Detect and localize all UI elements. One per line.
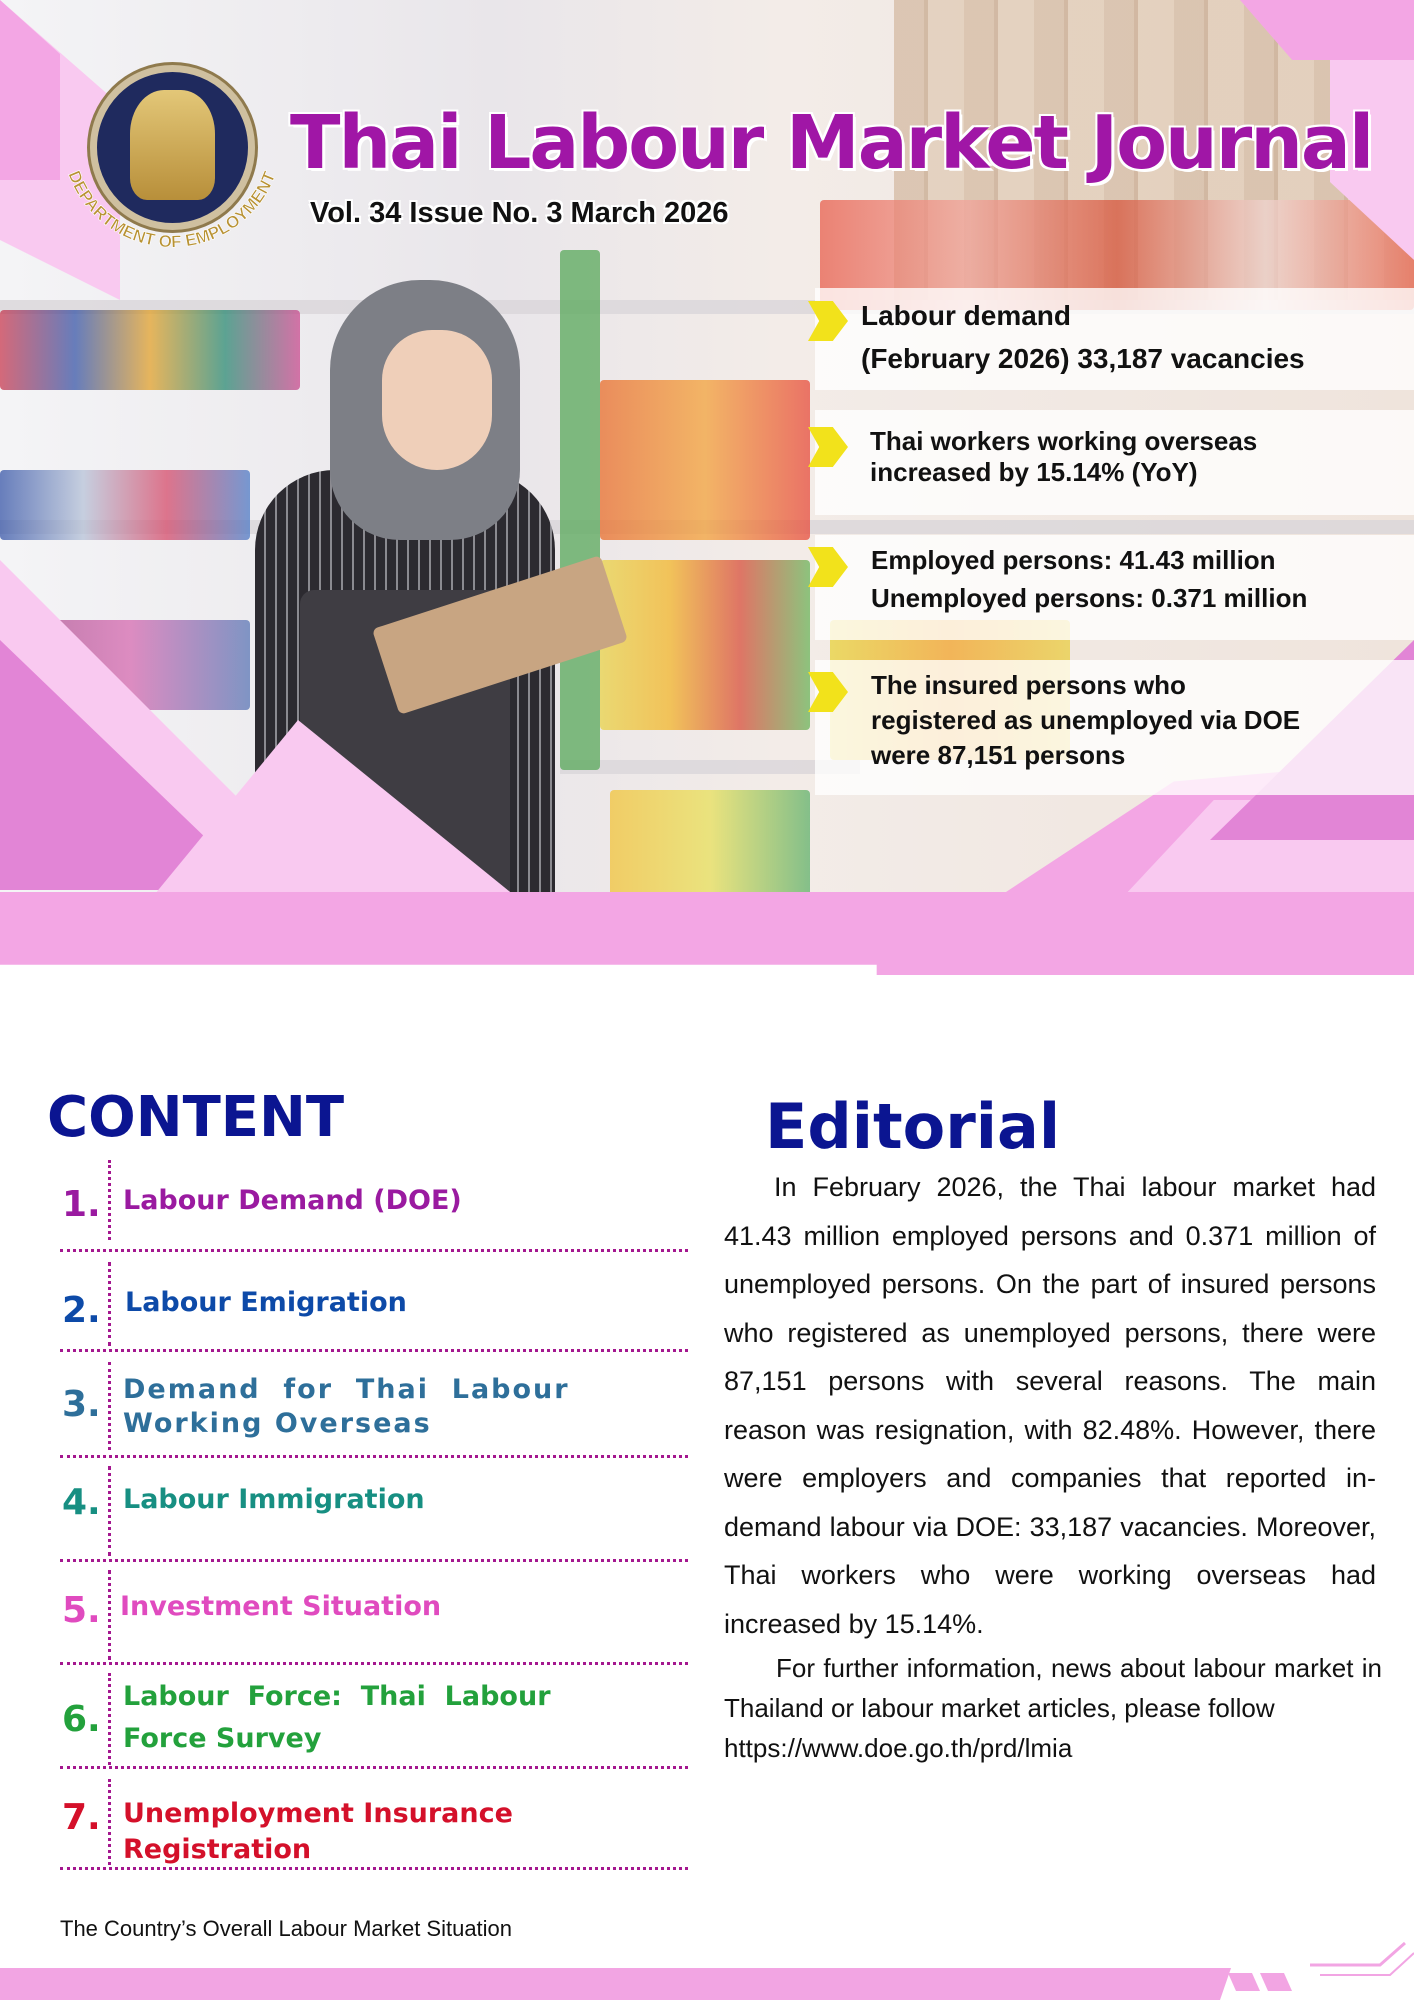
toc-divider — [60, 1349, 688, 1352]
highlight-line: increased by 15.14% (YoY) — [870, 457, 1198, 487]
highlight-line: Unemployed persons: 0.371 million — [871, 583, 1308, 613]
lmia-link[interactable]: https://www.doe.go.th/prd/lmia — [724, 1733, 1073, 1763]
toc-divider — [60, 1559, 688, 1562]
content-title: CONTENT — [47, 1085, 345, 1150]
cover-hero — [0, 0, 1414, 975]
toc-divider — [60, 1662, 688, 1665]
toc-divider — [60, 1867, 688, 1870]
logo-text: DEPARTMENT OF EMPLOYMENT — [64, 168, 280, 252]
toc-label: Working Overseas — [123, 1408, 432, 1439]
svg-text:DEPARTMENT OF EMPLOYMENT — [64, 168, 279, 251]
editorial-further-info — [724, 1648, 1382, 1768]
journal-title: Thai Labour Market Journal — [290, 100, 1373, 186]
toc-divider — [60, 1766, 688, 1769]
toc-label: Labour Emigration — [125, 1287, 407, 1318]
editorial-body — [724, 1163, 1376, 1648]
toc-label: Investment Situation — [120, 1591, 442, 1622]
highlight-line: Employed persons: 41.43 million — [871, 545, 1276, 575]
highlight-line: The insured persons who — [871, 670, 1186, 700]
toc-label: Demand for Thai Labour — [123, 1374, 570, 1405]
toc-number: 7. — [62, 1797, 101, 1838]
footer-caption: The Country’s Overall Labour Market Situation — [60, 1916, 513, 1941]
toc-label: Labour Demand (DOE) — [123, 1185, 462, 1216]
toc-item-demand-overseas[interactable] — [60, 1362, 688, 1458]
toc-item-labour-force[interactable] — [60, 1673, 688, 1773]
bottom-line-deco — [1220, 1935, 1414, 2000]
highlight-line: were 87,151 persons — [871, 740, 1126, 770]
toc-number: 3. — [62, 1384, 101, 1425]
highlight-line: (February 2026) 33,187 vacancies — [861, 343, 1305, 374]
highlight-insured-unemployed — [815, 660, 1414, 795]
toc-divider — [60, 1249, 688, 1252]
toc-number: 4. — [62, 1482, 101, 1523]
toc-number: 1. — [62, 1184, 101, 1225]
toc-label: Force Survey — [123, 1723, 322, 1754]
highlight-line: registered as unemployed via DOE — [871, 705, 1301, 735]
highlight-employment — [815, 535, 1414, 640]
toc-label: Labour Immigration — [123, 1484, 425, 1515]
highlight-labour-demand — [815, 288, 1414, 390]
toc-item-labour-emigration[interactable] — [60, 1262, 688, 1352]
toc-item-unemployment-insurance[interactable] — [60, 1779, 688, 1871]
toc-number: 2. — [62, 1290, 101, 1331]
toc-item-labour-demand[interactable] — [60, 1160, 688, 1252]
highlight-line: Labour demand — [861, 300, 1072, 331]
highlight-line: Thai workers working overseas — [870, 426, 1258, 456]
logo-curved-text — [55, 60, 290, 275]
toc-label: Unemployment Insurance Registration — [123, 1798, 513, 1865]
toc-item-labour-immigration[interactable] — [60, 1466, 688, 1562]
toc-number: 6. — [62, 1699, 101, 1740]
worker-face — [382, 330, 492, 470]
editorial-paragraph: In February 2026, the Thai labour market had 41.43 million employed persons and 0.371 million of unemployed persons. On the part of insured persons who registered as unemployed persons, there were 87,151 persons with several reasons. The main reason was resignation, with 82.48%. However, there were employers and companies that reported in-demand labour via DOE: 33,187 vacancies. Moreover, Thai workers who were working overseas had increased by 15.14%. — [724, 1172, 1376, 1639]
editorial-title: Editorial — [765, 1090, 1061, 1163]
toc-divider — [60, 1455, 688, 1458]
pink-band — [0, 892, 1414, 975]
toc-number: 5. — [62, 1590, 101, 1631]
highlight-overseas-workers — [815, 410, 1414, 515]
toc-item-investment[interactable] — [60, 1570, 688, 1666]
department-of-employment-logo — [55, 60, 290, 275]
bottom-pink-strip — [0, 1968, 1414, 2000]
further-info-text: For further information, news about labour market in Thailand or labour market articles, please follow — [724, 1653, 1382, 1723]
issue-line: Vol. 34 Issue No. 3 March 2026 — [310, 197, 729, 229]
toc-label: Labour Force: Thai Labour — [123, 1681, 551, 1712]
